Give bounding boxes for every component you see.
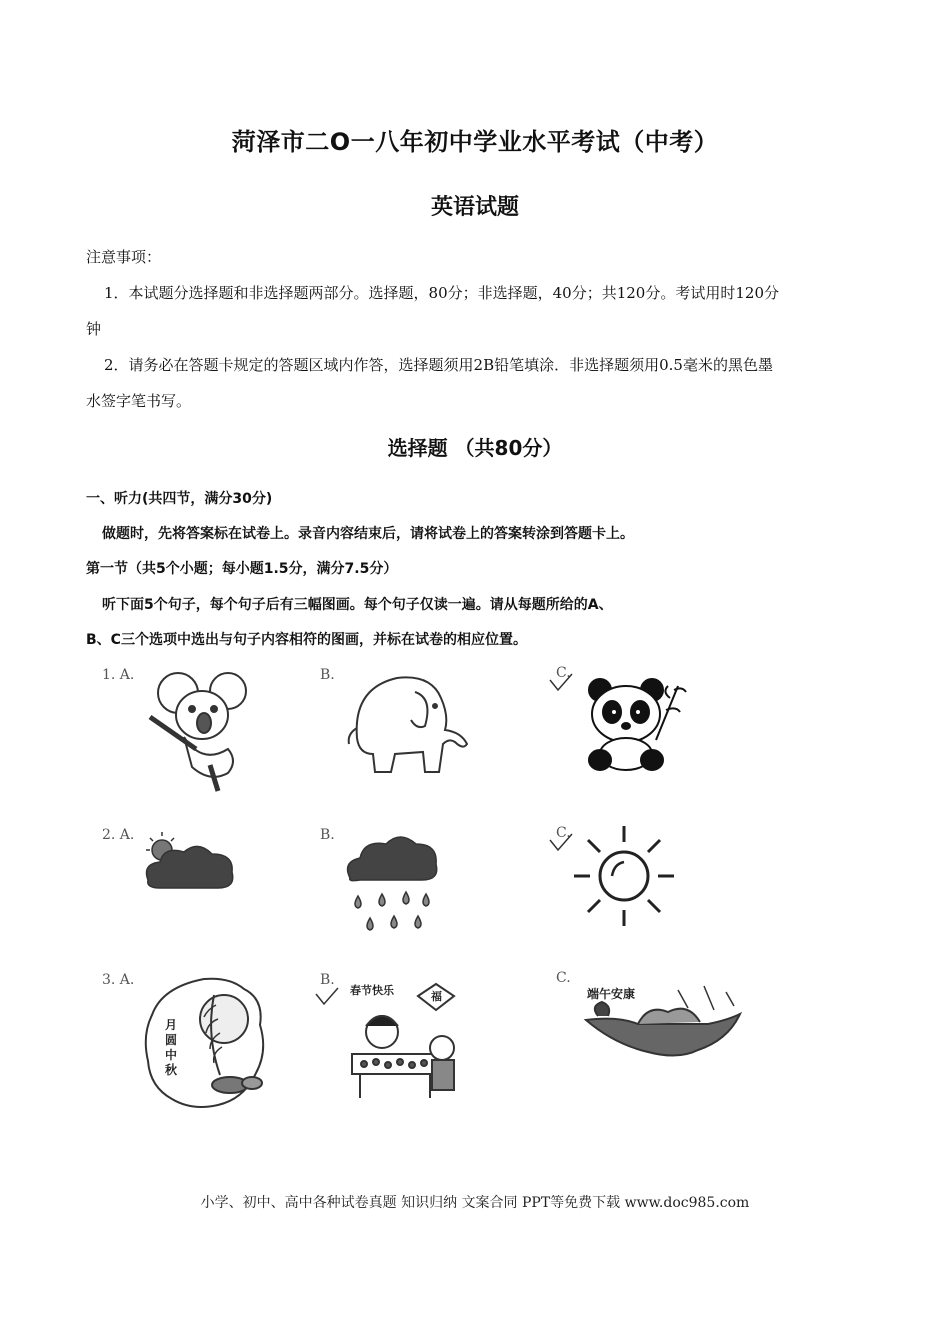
q2-c-label: C.: [556, 825, 571, 841]
sun-icon: [572, 824, 676, 928]
q3-a-label: 3. A.: [102, 972, 135, 988]
footer-text: 小学、初中、高中各种试卷真题 知识归纳 文案合同 PPT等免费下载 www.doc985.com: [200, 1195, 750, 1211]
exam-subtitle: 英语试题: [430, 195, 519, 220]
q3-c-label: C.: [556, 970, 571, 986]
checkmark-icon: [548, 832, 574, 852]
exam-title: 菏泽市二O一八年初中学业水平考试（中考）: [231, 128, 719, 156]
elephant-icon: [345, 668, 470, 780]
mid-autumn-icon: [140, 975, 270, 1115]
q1-b-label: B.: [320, 667, 335, 683]
koala-icon: [140, 665, 250, 795]
mid-autumn-text: 月圆中秋: [165, 1018, 178, 1077]
part-heading: 一、听力(共四节，满分30分): [86, 491, 273, 507]
spring-festival-banner: 春节快乐: [350, 984, 394, 997]
q1-c-label: C.: [556, 665, 571, 681]
notes-heading: 注意事项：: [86, 248, 162, 266]
checkmark-icon: [314, 986, 340, 1006]
subsection-heading: 第一节（共5个小题；每小题1.5分，满分7.5分）: [86, 561, 398, 577]
note-item-2-cont: 水签字笔书写。: [86, 392, 192, 410]
rain-icon: [342, 824, 442, 936]
panda-icon: [570, 670, 690, 776]
q3-b-label: B.: [320, 972, 335, 988]
q1-a-label: 1. A.: [102, 667, 135, 683]
instruction-line-1: 听下面5个句子，每个句子后有三幅图画。每个句子仅读一遍。请从每题所给的A、: [102, 597, 613, 613]
cloudy-icon: [140, 828, 240, 898]
part-note: 做题时，先将答案标在试卷上。录音内容结束后，请将试卷上的答案转涂到答题卡上。: [102, 526, 634, 542]
q2-a-label: 2. A.: [102, 827, 135, 843]
q2-b-label: B.: [320, 827, 335, 843]
checkmark-icon: [548, 672, 574, 692]
fu-sign: 福: [431, 990, 442, 1003]
note-item-2: 2．请务必在答题卡规定的答题区域内作答，选择题须用2B铅笔填涂．非选择题须用0.5毫米的黑色墨: [104, 356, 773, 374]
dragon-boat-text: 端午安康: [587, 987, 636, 1001]
instruction-line-2: B、C三个选项中选出与句子内容相符的图画，并标在试卷的相应位置。: [86, 632, 527, 648]
section-title: 选择题 （共80分）: [387, 436, 563, 460]
note-item-1: 1．本试题分选择题和非选择题两部分。选择题，80分；非选择题，40分；共120分。考试用时120分: [104, 284, 779, 302]
note-item-1-cont: 钟: [86, 320, 102, 338]
